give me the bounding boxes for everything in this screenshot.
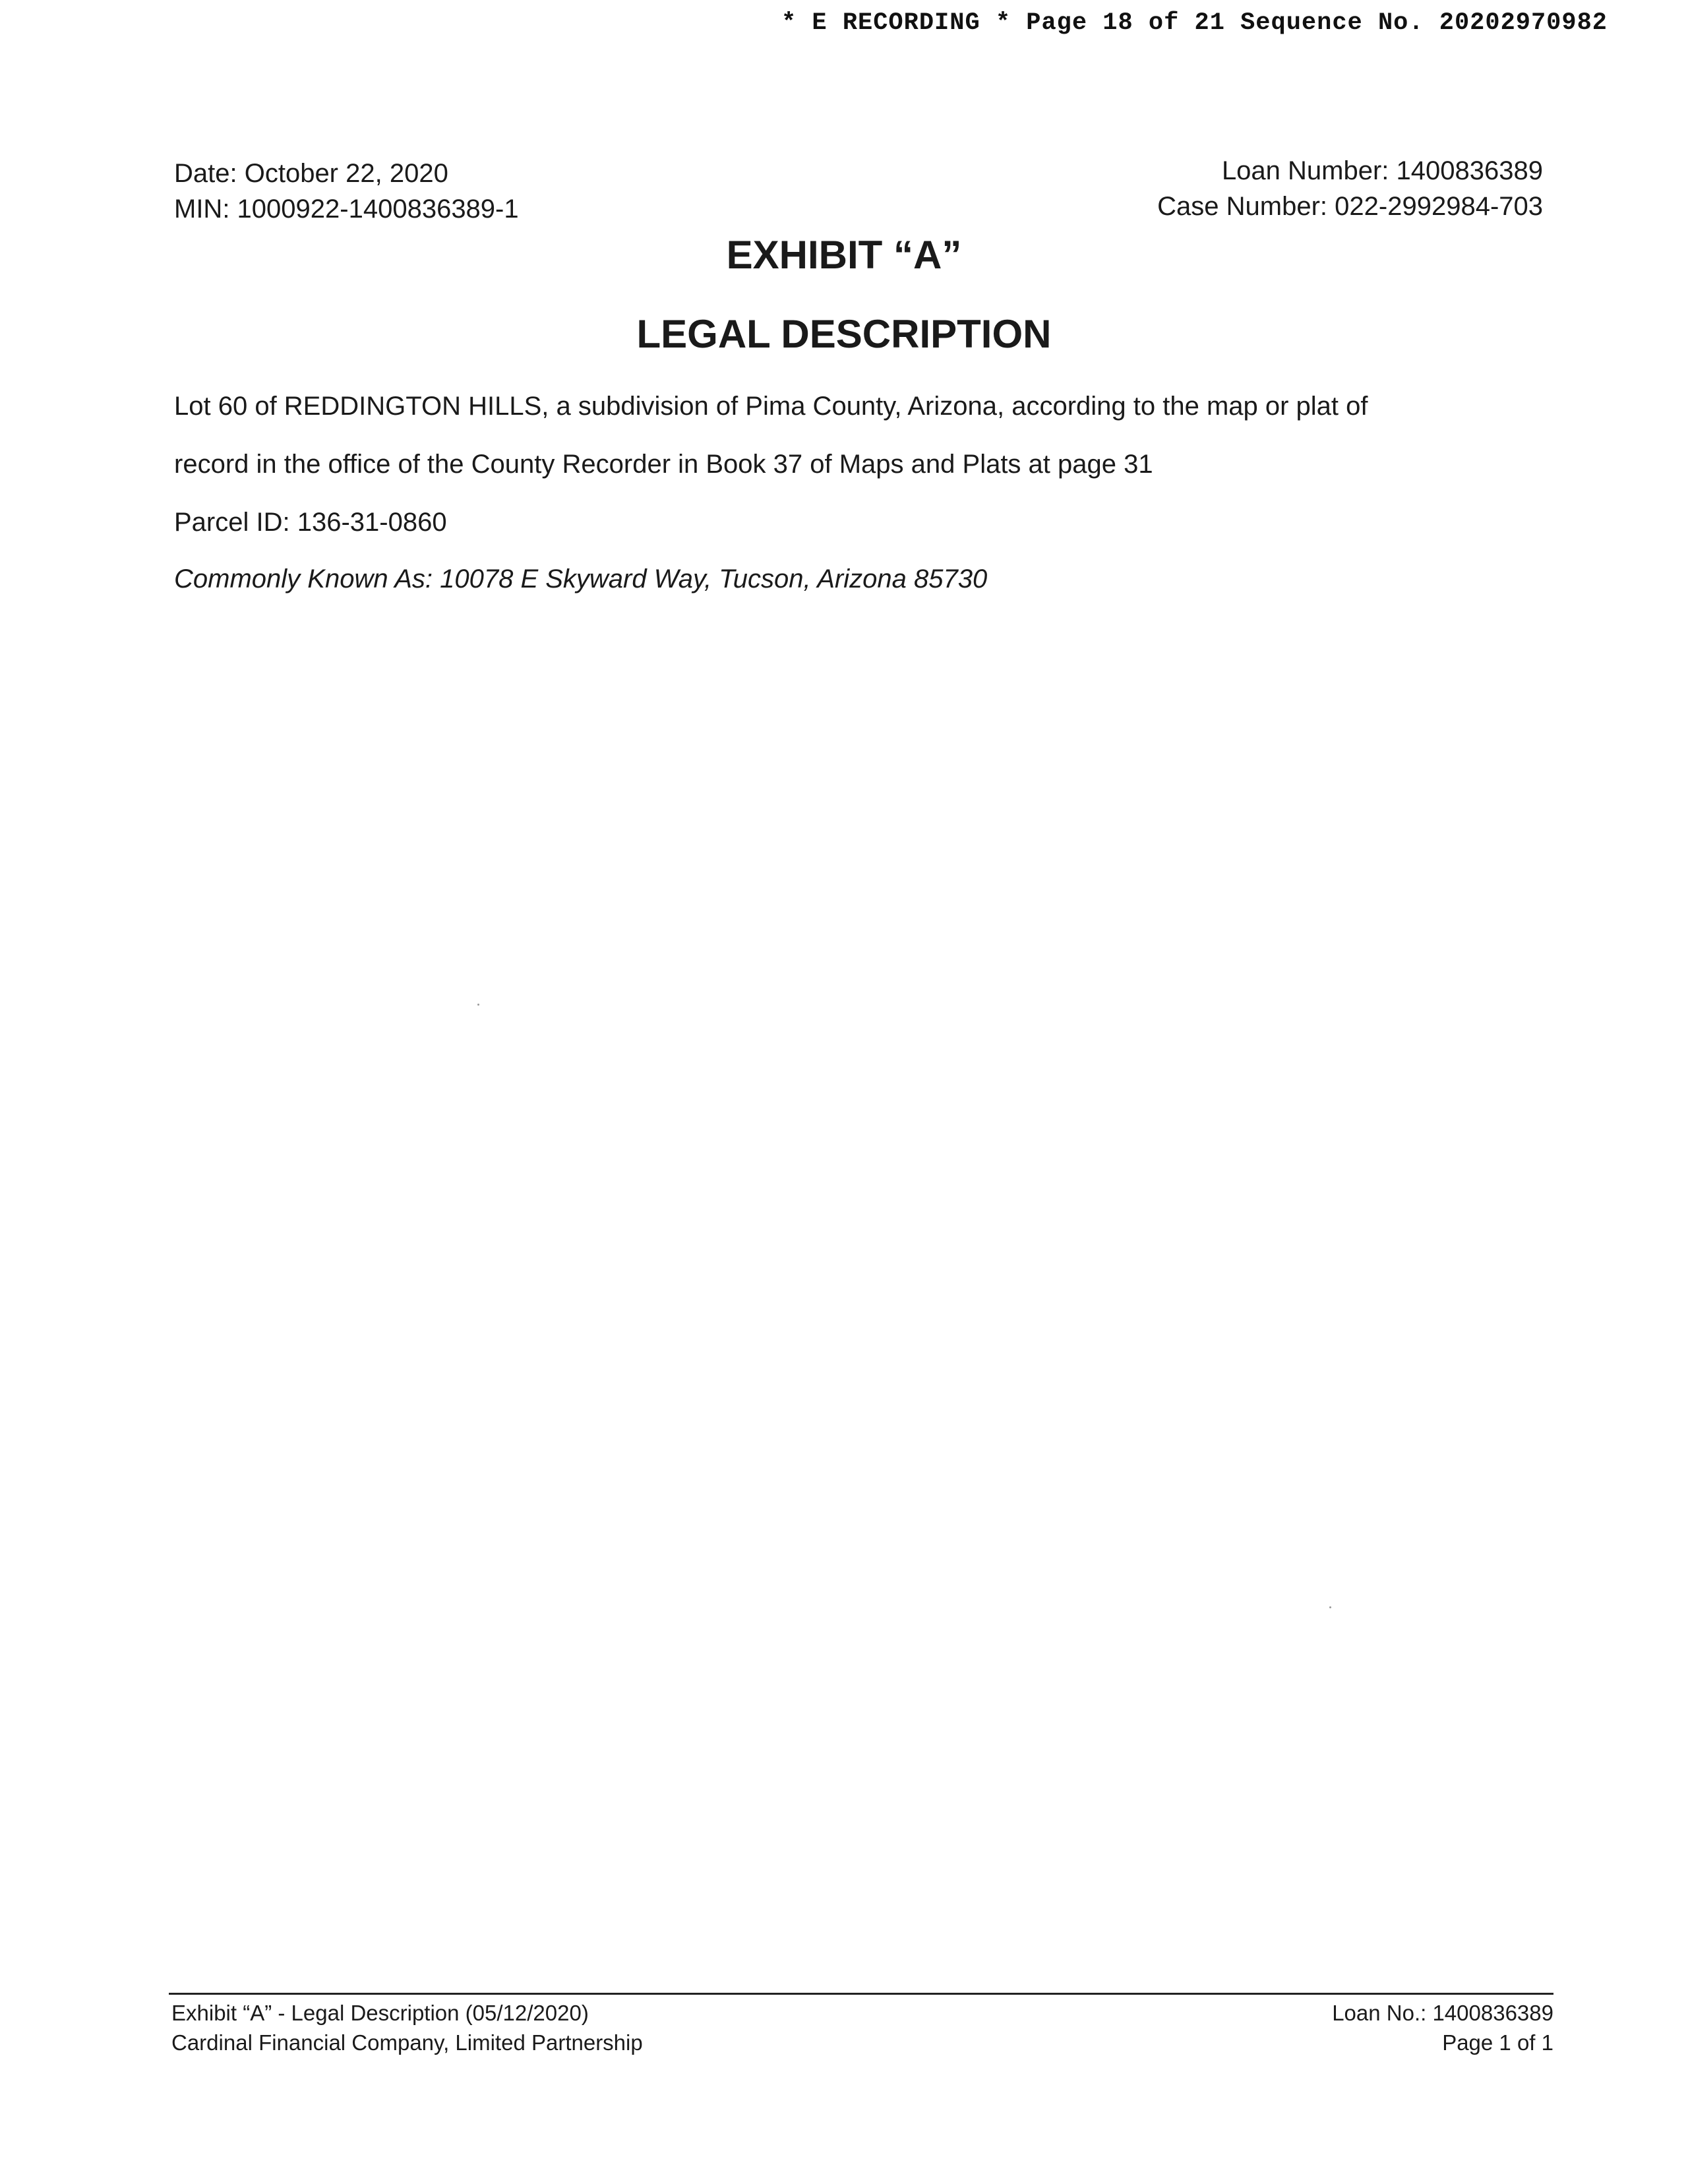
footer-page-number: Page 1 of 1 <box>1442 2030 1553 2055</box>
footer-form-name: Exhibit “A” - Legal Description (05/12/2020) <box>171 2001 589 2025</box>
loan-number: Loan Number: 1400836389 <box>1221 156 1543 185</box>
legal-description-line-1: Lot 60 of REDDINGTON HILLS, a subdivision of Pima County, Arizona, according to the map or plat of <box>174 392 1368 421</box>
footer-right <box>1332 1998 1553 2057</box>
footer-company: Cardinal Financial Company, Limited Partnership <box>171 2030 643 2055</box>
document-date: Date: October 22, 2020 <box>174 159 448 188</box>
header-right <box>1157 153 1543 224</box>
legal-description-heading: LEGAL DESCRIPTION <box>636 312 1052 356</box>
legal-description-line-2: record in the office of the County Recorder in Book 37 of Maps and Plats at page 31 <box>174 450 1153 479</box>
footer-divider <box>169 1993 1553 1995</box>
min-number: MIN: 1000922-1400836389-1 <box>174 195 519 224</box>
recording-stamp: * E RECORDING * Page 18 of 21 Sequence No. 20202970982 <box>781 9 1608 37</box>
case-number: Case Number: 022-2992984-703 <box>1157 192 1543 221</box>
footer-loan-number: Loan No.: 1400836389 <box>1332 2001 1553 2025</box>
common-address: Commonly Known As: 10078 E Skyward Way, Tucson, Arizona 85730 <box>174 564 988 593</box>
parcel-id: Parcel ID: 136-31-0860 <box>174 508 447 537</box>
scan-speck <box>1329 1606 1331 1608</box>
exhibit-title: EXHIBIT “A” <box>726 233 962 277</box>
scan-speck <box>477 1004 479 1006</box>
footer-left <box>171 1998 643 2057</box>
header-left <box>174 156 519 227</box>
